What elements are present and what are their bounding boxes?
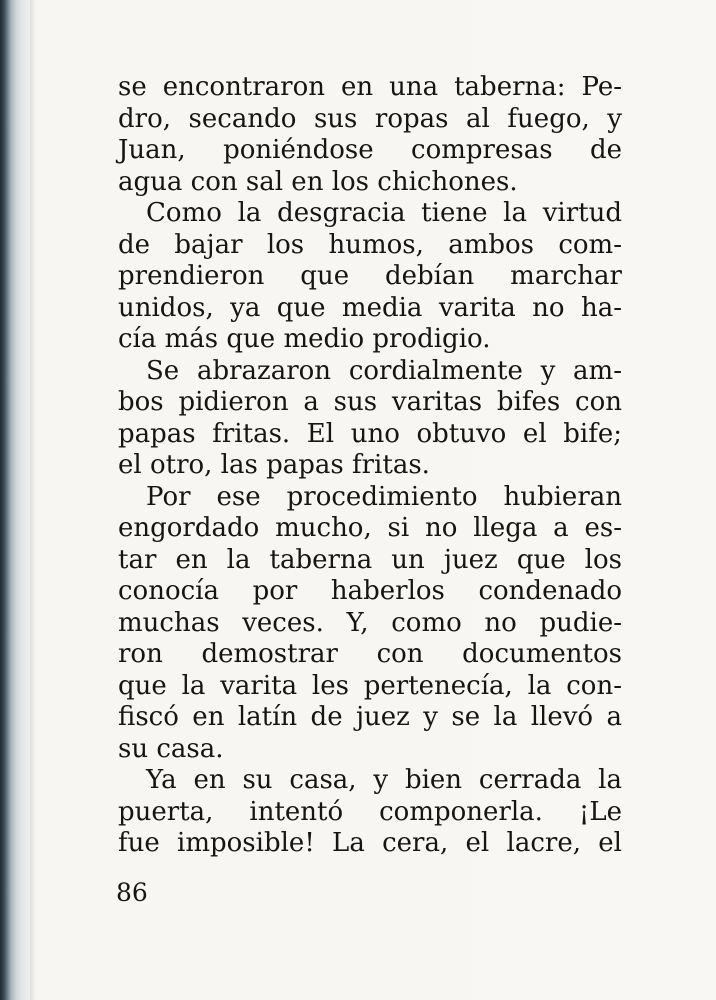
text-line: Ya en su casa, y bien cerrada la	[146, 765, 622, 795]
text-line: engordado mucho, si no llega a es-	[118, 513, 622, 543]
body-text	[118, 72, 622, 860]
text-line: Como la desgracia tiene la virtud	[146, 198, 622, 228]
page-number: 86	[116, 878, 148, 907]
text-line: puerta, intentó componerla. ¡Le	[118, 796, 622, 827]
text-line: Por ese procedimiento hubieran	[146, 481, 622, 512]
text-line: su casa.	[118, 733, 224, 764]
text-line: el otro, las papas fritas.	[118, 450, 430, 480]
text-line: Se abrazaron cordialmente y am-	[146, 355, 622, 386]
text-line: fiscó en latín de juez y se la llevó a	[118, 702, 622, 732]
text-line: conocía por haberlos condenado	[118, 576, 622, 606]
text-line: cía más que medio prodigio.	[118, 324, 491, 354]
text-line: bos pidieron a sus varitas bifes con	[118, 387, 622, 417]
text-line: se encontraron en una taberna: Pe-	[118, 72, 622, 102]
text-line: prendieron que debían marchar	[118, 261, 622, 291]
text-line: que la varita les pertenecía, la con-	[118, 670, 622, 701]
text-line: agua con sal en los chichones.	[118, 166, 518, 197]
text-line: muchas veces. Y, como no pudie-	[118, 607, 622, 638]
text-line: Juan, poniéndose compresas de	[118, 135, 622, 165]
text-line: dro, secando sus ropas al fuego, y	[118, 103, 622, 134]
book-binding	[0, 0, 30, 1000]
binding-shadow	[30, 0, 36, 1000]
text-line: unidos, ya que media varita no ha-	[118, 292, 622, 323]
text-line: tar en la taberna un juez que los	[118, 544, 622, 575]
text-line: ron demostrar con documentos	[118, 639, 622, 669]
text-line: papas fritas. El uno obtuvo el bife;	[118, 418, 622, 449]
text-line: fue imposible! La cera, el lacre, el	[118, 828, 622, 858]
text-line: de bajar los humos, ambos com-	[118, 229, 622, 260]
